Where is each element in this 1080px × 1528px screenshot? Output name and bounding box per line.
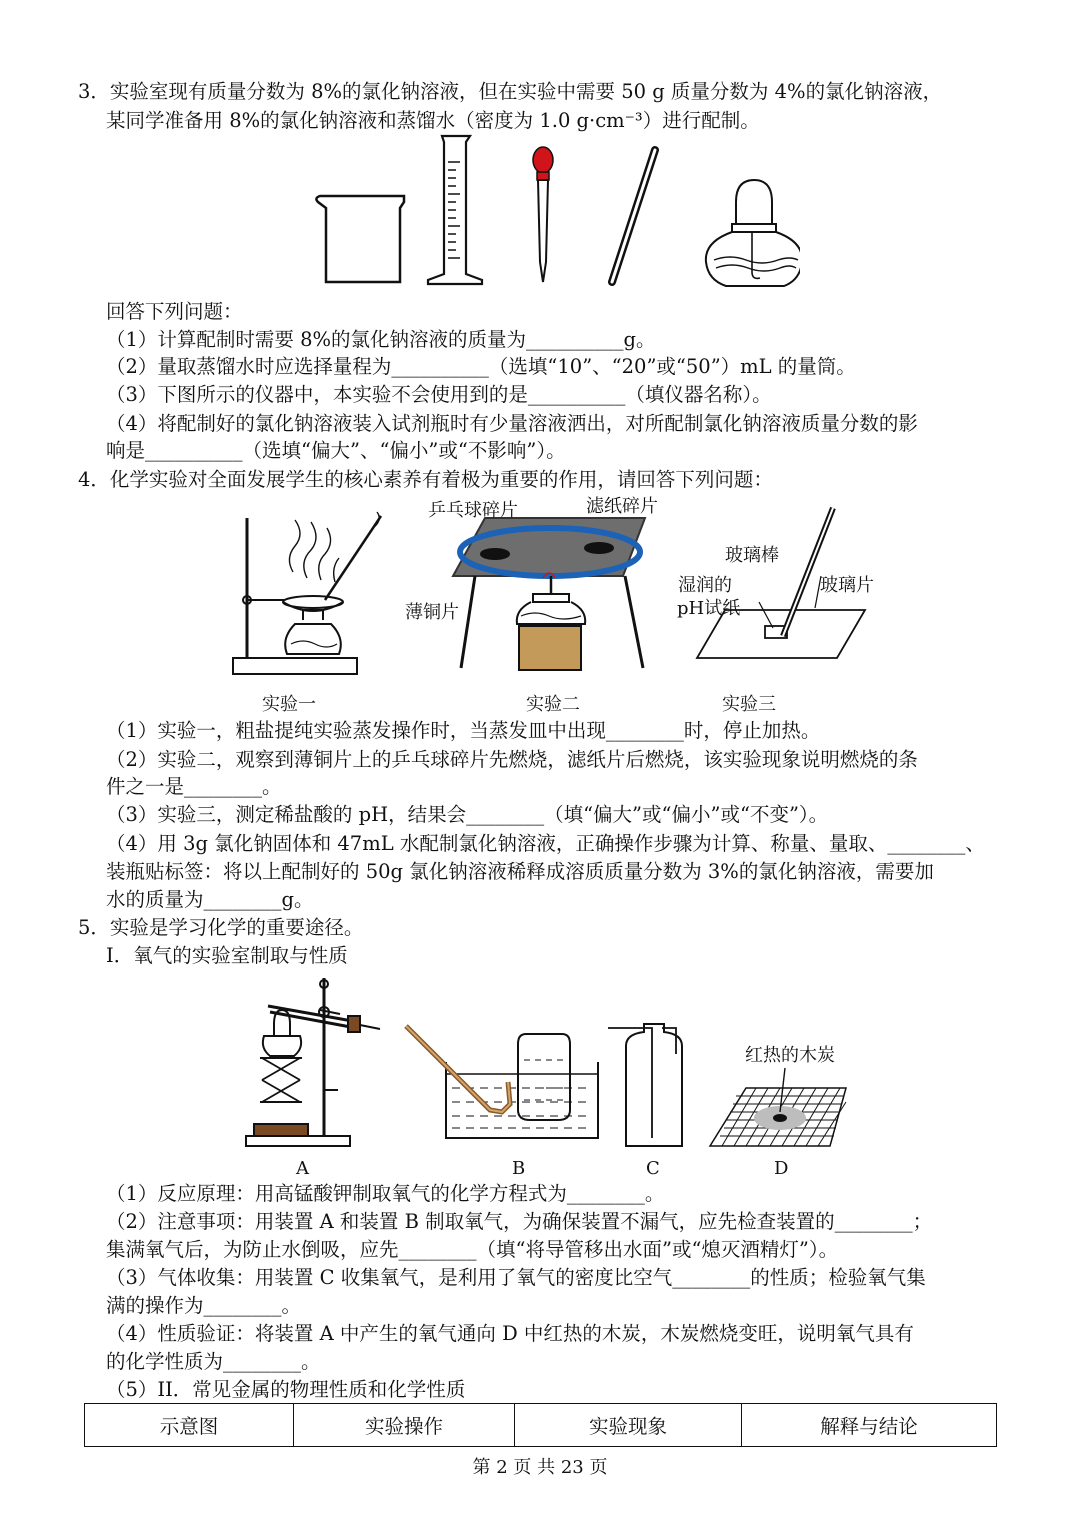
q5-sub2b: 集满氧气后，为防止水倒吸，应先________（填“将导管移出水面”或“熄灭酒精灯”）。: [106, 1238, 839, 1261]
q4-experiments-figure: [225, 498, 875, 688]
glass-rod-icon: [612, 150, 655, 282]
q5-part1: I．氧气的实验室制取与性质: [106, 944, 348, 967]
q4-intro: 4．化学实验对全面发展学生的核心素养有着极为重要的作用，请回答下列问题：: [78, 468, 773, 491]
q3-prompt: 回答下列问题：: [106, 300, 243, 323]
label-filter-paper: 滤纸碎片: [586, 496, 658, 517]
apparatus-a: [246, 978, 380, 1146]
label-exp1: 实验一: [262, 694, 316, 715]
q4-sub4c: 水的质量为________g。: [106, 888, 314, 911]
label-charcoal: 红热的木炭: [745, 1045, 835, 1066]
graduated-cylinder-icon: [428, 136, 482, 284]
q3-sub2: （2）量取蒸馏水时应选择量程为__________（选填“10”、“20”或“50”）mL 的量筒。: [106, 355, 856, 378]
q4-sub1: （1）实验一，粗盐提纯实验蒸发操作时，当蒸发皿中出现________时，停止加热。: [106, 719, 821, 742]
alcohol-lamp-icon: [706, 180, 800, 286]
q3-line1: 3．实验室现有质量分数为 8%的氯化钠溶液，但在实验中需要 50 g 质量分数为 4%的氯化钠溶液，: [78, 80, 943, 103]
q5-sub1: （1）反应原理：用高锰酸钾制取氧气的化学方程式为________。: [106, 1182, 665, 1205]
label-ph-paper: pH试纸: [677, 598, 741, 619]
q4-sub2b: 件之一是________。: [106, 775, 282, 798]
q4-sub3: （3）实验三，测定稀盐酸的 pH，结果会________（填“偏大”或“偏小”或“不变”）。: [106, 803, 829, 826]
q3-instruments-figure: [300, 132, 800, 294]
q5-sub4a: （4）性质验证：将装置 A 中产生的氧气通向 D 中红热的木炭，木炭燃烧变旺，说明氧气具有: [106, 1322, 914, 1345]
table-header-cell: 解释与结论: [742, 1404, 997, 1447]
table-header-cell: 实验操作: [294, 1404, 515, 1447]
q3-sub1: （1）计算配制时需要 8%的氯化钠溶液的质量为__________g。: [106, 328, 656, 351]
q5-intro: 5．实验是学习化学的重要途径。: [78, 916, 364, 939]
q4-sub4a: （4）用 3g 氯化钠固体和 47mL 水配制氯化钠溶液，正确操作步骤为计算、称量、量取、________、: [106, 832, 985, 855]
q5-sub3b: 满的操作为________。: [106, 1294, 302, 1317]
q3-sub4a: （4）将配制好的氯化钠溶液装入试剂瓶时有少量溶液洒出，对所配制氯化钠溶液质量分数的影: [106, 412, 918, 435]
apparatus-c: [608, 1024, 682, 1146]
combustion-apparatus: [453, 518, 645, 670]
table-header-row: [85, 1404, 997, 1447]
evaporation-apparatus: [233, 512, 381, 674]
page-footer: 第 2 页 共 23 页: [472, 1457, 608, 1478]
label-glass-plate: 玻璃片: [820, 575, 874, 596]
table-header-cell: 实验现象: [515, 1404, 742, 1447]
label-copper-plate: 薄铜片: [405, 602, 459, 623]
q5-sub2a: （2）注意事项：用装置 A 和装置 B 制取氧气，为确保装置不漏气，应先检查装置的________；: [106, 1210, 933, 1233]
q5-sub3a: （3）气体收集：用装置 C 收集氧气，是利用了氧气的密度比空气________的性质；检验氧气集: [106, 1266, 926, 1289]
apparatus-b: [406, 1026, 598, 1138]
label-exp2: 实验二: [526, 694, 580, 715]
q5-sub5: （5）II．常见金属的物理性质和化学性质: [106, 1378, 466, 1401]
label-glass-rod: 玻璃棒: [725, 545, 779, 566]
label-pingpong: 乒乓球碎片: [428, 500, 518, 521]
q3-line2: 某同学准备用 8%的氯化钠溶液和蒸馏水（密度为 1.0 g·cm⁻³）进行配制。: [106, 109, 760, 132]
label-a: A: [296, 1158, 309, 1179]
label-d: D: [774, 1158, 789, 1179]
beaker-icon: [316, 196, 404, 282]
q3-sub3: （3）下图所示的仪器中，本实验不会使用到的是__________（填仪器名称）。: [106, 383, 772, 406]
q3-sub4b: 响是__________（选填“偏大”、“偏小”或“不影响”）。: [106, 439, 566, 462]
label-c: C: [646, 1158, 660, 1179]
q4-sub4b: 装瓶贴标签：将以上配制好的 50g 氯化钠溶液稀释成溶质质量分数为 3%的氯化钠溶液，需要加: [106, 860, 934, 883]
q5-sub4b: 的化学性质为________。: [106, 1350, 321, 1373]
metal-properties-table: [84, 1403, 997, 1447]
dropper-icon: [533, 147, 553, 282]
apparatus-d: [710, 1068, 846, 1146]
table-header-cell: 示意图: [85, 1404, 294, 1447]
label-wet: 湿润的: [678, 575, 732, 596]
label-b: B: [512, 1158, 526, 1179]
label-exp3: 实验三: [722, 694, 776, 715]
q4-sub2a: （2）实验二，观察到薄铜片上的乒乓球碎片先燃烧，滤纸片后燃烧，该实验现象说明燃烧的条: [106, 748, 918, 771]
